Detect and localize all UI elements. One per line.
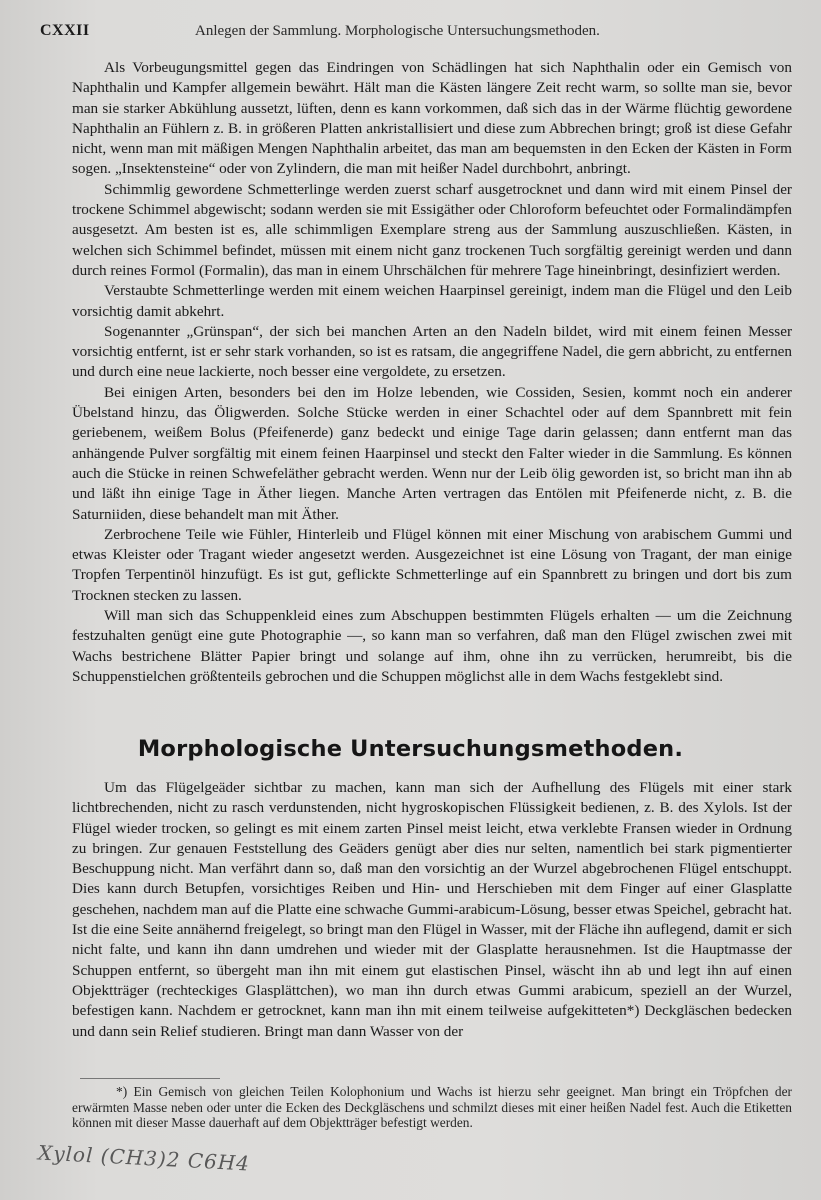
paragraph: Schimmlig gewordene Schmetterlinge werden zuerst scharf ausgetrocknet und dann wird mit einem Pinsel der trockene Schimmel abgewischt; sodann werden sie mit Essigäther oder Chloroform befeuchtet oder Formalindämpfen ausgesetzt. Am besten ist es, alle schimmligen Exemplare streng aus der Sammlung auszuschließen. Kästen, in welchen sich Schimmel befindet, müssen mit einem nicht ganz trockenen Tuch sorgfältig gereinigt werden und dann durch reines Formol (Formalin), das man in einem Uhrschälchen für mehrere Tage hineinbringt, desinfiziert werden. [72,180,792,279]
paragraph: Um das Flügelgeäder sichtbar zu machen, kann man sich der Aufhellung des Flügels mit einer stark lichtbrechenden, nicht zu rasch verdunstenden, nicht hygroskopischen Flüssigkeit bedienen, z. B. des Xylols. Ist der Flügel wieder trocken, so gelingt es mit einem zarten Pinsel meist leicht, etwa verklebte Fransen wieder in Ordnung zu bringen. Zur genauen Feststellung des Geäders genügt aber dies nur selten, namentlich bei stark pigmentierter Beschuppung nicht. Man verfährt dann so, daß man den vorsichtig an der Wurzel abgebrochenen Flügel entschuppt. Dies kann durch Betupfen, vorsichtiges Reiben und Hin- und Herschieben mit dem Finger auf einer Glasplatte geschehen, nachdem man auf die Platte eine schwache Gummi-arabicum-Lösung, besser etwas Speichel, gebracht hat. Ist die eine Seite annähernd freigelegt, so bringt man den Flügel in Wasser, mit der Fläche ihn auflegend, damit er sich nicht falte, und kann ihn dann umdrehen und wieder mit der Glasplatte herausnehmen. Ist die Hauptmasse der Schuppen entfernt, so übergeht man ihn mit einem gut elastischen Pinsel, wäscht ihn ab und legt ihn auf einen Objektträger (rechteckiges Glasplättchen), wo man ihn durch etwas Gummi arabicum, speziell an der Wurzel, befestigen kann. Nachdem er getrocknet, kann man ihn mit einem teilweise aufgekitteten*) Deckgläschen bedecken und dann sein Relief studieren. Bringt man dann Wasser von der [72,779,792,1040]
paragraph: Bei einigen Arten, besonders bei den im Holze lebenden, wie Cossiden, Sesien, kommt noch ein anderer Übelstand hinzu, das Öligwerden. Solche Stücke werden in einer Schachtel oder auf dem Spannbrett mit fein geriebenem, weißem Bolus (Pfeifenerde) ganz bedeckt und einige Tage darin gelassen; dann entfernt man das anhängende Pulver sorgfältig mit einem feinen Haarpinsel und steckt den Falter wieder in die Sammlung. Es können auch die Stücke in reinen Schwefeläther gebracht werden. Wenn nur der Leib ölig geworden ist, so bricht man ihn ab und läßt ihn einige Tage in Äther liegen. Manche Arten vertragen das Entölen mit Pfeifenerde nicht, z. B. die Saturniiden, diese behandelt man mit Äther. [72,383,792,523]
upper-text-block [72,58,792,687]
footnote [72,1084,792,1131]
paragraph: Verstaubte Schmetterlinge werden mit einem weichen Haarpinsel gereinigt, indem man die Flügel und den Leib vorsichtig damit abkehrt. [72,282,792,320]
page-number: CXXII [40,22,90,39]
footnote-text: *) Ein Gemisch von gleichen Teilen Kolophonium und Wachs ist hierzu sehr geeignet. Man bringt ein Tröpfchen der erwärmten Masse neben oder unter die Ecken des Deckgläschens und schmilzt dieses mit einer heißen Nadel fest. Auch die Etiketten können mit dieser Masse dauerhaft auf dem Objektträger befestigt werden. [72,1084,792,1131]
paragraph: Sogenannter „Grünspan“, der sich bei manchen Arten an den Nadeln bildet, wird mit einem feinen Messer vorsichtig entfernt, ist er sehr stark vorhanden, so ist es ratsam, die angegriffene Nadel, die gern abbricht, zu entfernen und durch eine neue lackierte, noch besser eine vergoldete, zu ersetzen. [72,322,792,381]
page-header [40,22,781,40]
paragraph: Zerbrochene Teile wie Fühler, Hinterleib und Flügel können mit einer Mischung von arabischem Gummi und etwas Kleister oder Tragant wieder angesetzt werden. Ausgezeichnet ist eine Lösung von Tragant, der man einige Tropfen Terpentinöl hinzufügt. Es ist gut, geflickte Schmetterlinge auf ein Spannbrett zu bringen und dort bis zum Trocknen stecken zu lassen. [72,525,792,604]
lower-text-block [72,778,792,1042]
footnote-rule [80,1078,220,1079]
paragraph: Als Vorbeugungsmittel gegen das Eindringen von Schädlingen hat sich Naphthalin oder ein Gemisch von Naphthalin und Kampfer allgemein bewährt. Hält man die Kästen längere Zeit recht warm, so sollte man sie, bevor man sie starker Abkühlung aussetzt, lüften, denn es kann vorkommen, daß sich das in der Wärme flüchtig gewordene Naphthalin an Fühlern z. B. in größeren Platten ankristallisiert und diese zum Abbrechen bringt; groß ist diese Gefahr nicht, wenn man mit mäßigen Mengen Naphthalin arbeitet, das man am bequemsten in den Ecken der Kästen in Form sogen. „Insektensteine“ oder von Zylindern, die man mit heißer Nadel durchbohrt, anbringt. [72,59,792,178]
running-title: Anlegen der Sammlung. Morphologische Untersuchungsmethoden. [195,23,600,39]
paragraph: Will man sich das Schuppenkleid eines zum Abschuppen bestimmten Flügels erhalten — um die Zeichnung festzuhalten genügt eine gute Photographie —, so kann man so verfahren, daß man den Flügel zwischen zwei mit Wachs bestrichene Blätter Papier bringt und solange auf ihm, ohne ihn zu verrücken, herumreibt, bis die Schuppenstielchen größtenteils gebrochen und die Schuppen möglichst alle in dem Wachs festgeklebt sind. [72,607,792,685]
section-heading: Morphologische Untersuchungsmethoden. [137,736,684,762]
handwritten-annotation: Xylol (CH3)2 C6H4 [37,1140,251,1176]
